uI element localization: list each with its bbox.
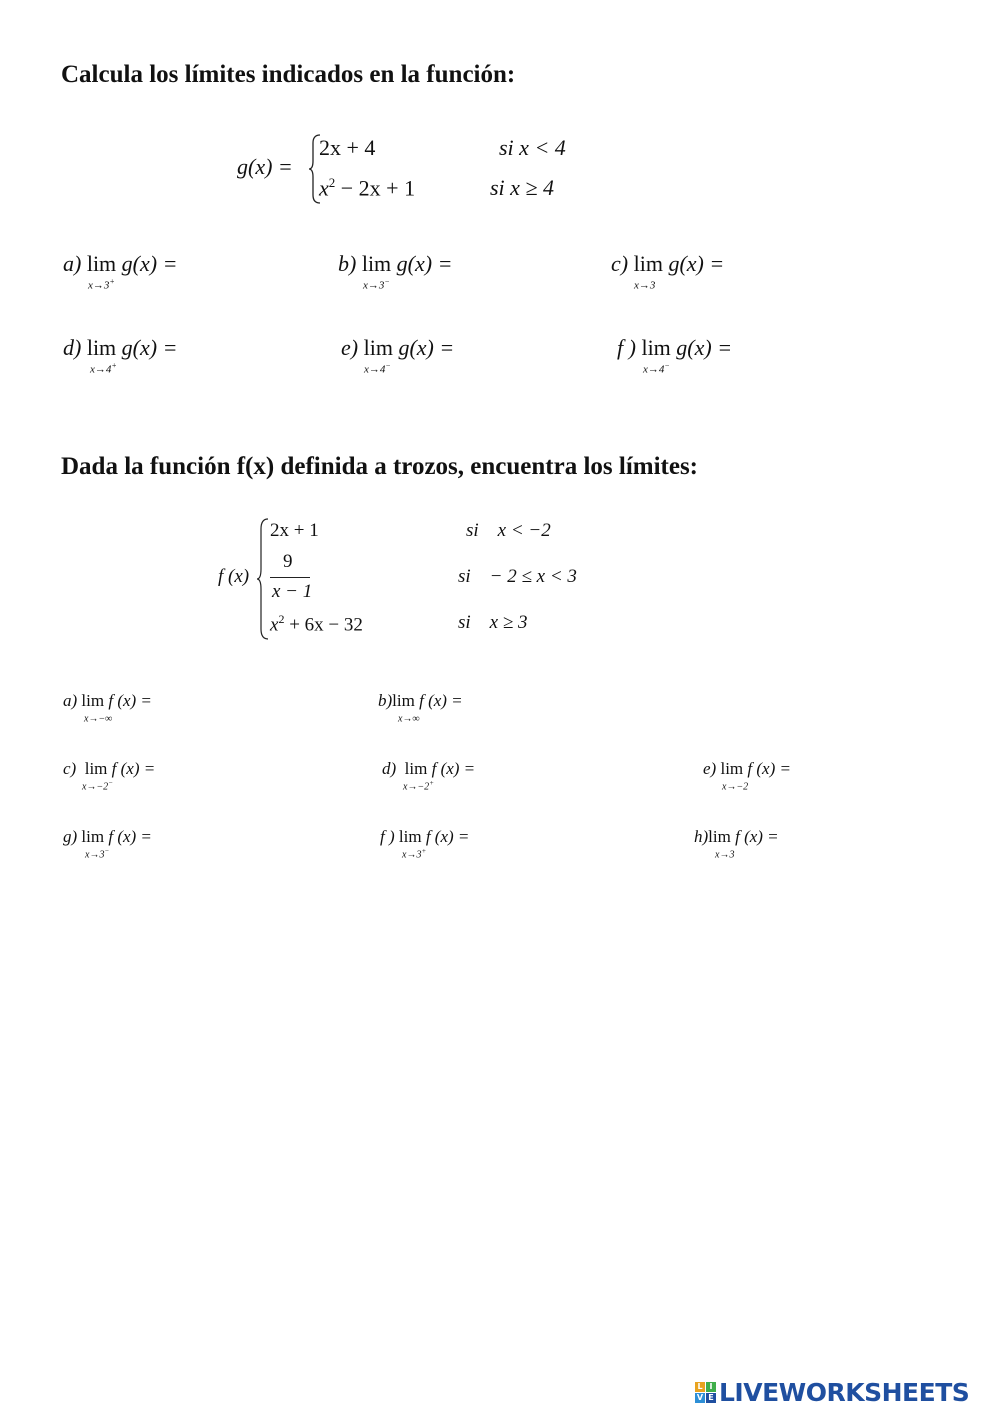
logo-block: I: [706, 1382, 716, 1392]
g-limit-c: c) lim g(x) = x→3: [611, 251, 725, 292]
f-limit-h: h) lim f (x) = x→3: [694, 827, 779, 861]
f-piece3-expr: $x^2 + 6x - 32$: [270, 612, 363, 636]
f-limit-d: d) lim f (x) = x→−2+: [382, 759, 476, 793]
section2-heading: Dada la función f(x) definida a trozos, encuentra los límites:: [61, 453, 699, 480]
g-limit-b: b) lim g(x) = x→3−: [338, 251, 453, 292]
g-limit-d: d) lim g(x) = x→4+: [63, 335, 178, 376]
g-limit-e: e) lim g(x) = x→4−: [341, 335, 455, 376]
f-piece1-expr: 2x + 1: [270, 520, 319, 541]
f-piece2-numerator: 9: [283, 551, 293, 572]
f-piece1-cond: si x < −2: [466, 520, 551, 541]
f-limit-b: b) lim f (x) = x→∞: [378, 691, 463, 725]
f-piece3-cond: si x ≥ 3: [458, 612, 528, 633]
f-limit-f: f ) lim f (x) = x→3+: [380, 827, 470, 861]
logo-text: LIVEWORKSHEETS: [719, 1378, 970, 1407]
f-limit-a: a) lim f (x) = x→−∞: [63, 691, 152, 725]
g-function-name: g(x) =: [237, 154, 293, 179]
logo-block: E: [706, 1393, 716, 1403]
g-piece2-expr: $x^2 - 2x + 1$: [319, 175, 416, 201]
g-limit-f: f ) lim g(x) = x→4−: [617, 335, 733, 376]
g-limit-a: a) lim g(x) = x→3+: [63, 251, 178, 292]
logo-blocks-icon: [695, 1382, 716, 1403]
g-piece1-cond: si x < 4: [499, 135, 566, 160]
f-piece2-cond: si − 2 ≤ x < 3: [458, 566, 577, 587]
f-limit-e: e) lim f (x) = x→−2: [703, 759, 791, 793]
liveworksheets-logo: [695, 1378, 969, 1407]
f-fraction-bar: [270, 577, 310, 578]
f-limit-g: g) lim f (x) = x→3−: [63, 827, 152, 861]
g-piece1-expr: 2x + 4: [319, 135, 376, 160]
f-function-name: f (x): [218, 566, 250, 587]
section1-heading: Calcula los límites indicados en la función:: [61, 61, 516, 88]
f-brace-icon: [256, 517, 270, 641]
f-piece2-denominator: x − 1: [272, 581, 313, 602]
g-piece2-cond: si x ≥ 4: [490, 175, 555, 200]
logo-block: V: [696, 1393, 704, 1402]
f-limit-c: c) lim f (x) = x→−2−: [63, 759, 156, 793]
logo-block: L: [695, 1382, 705, 1392]
